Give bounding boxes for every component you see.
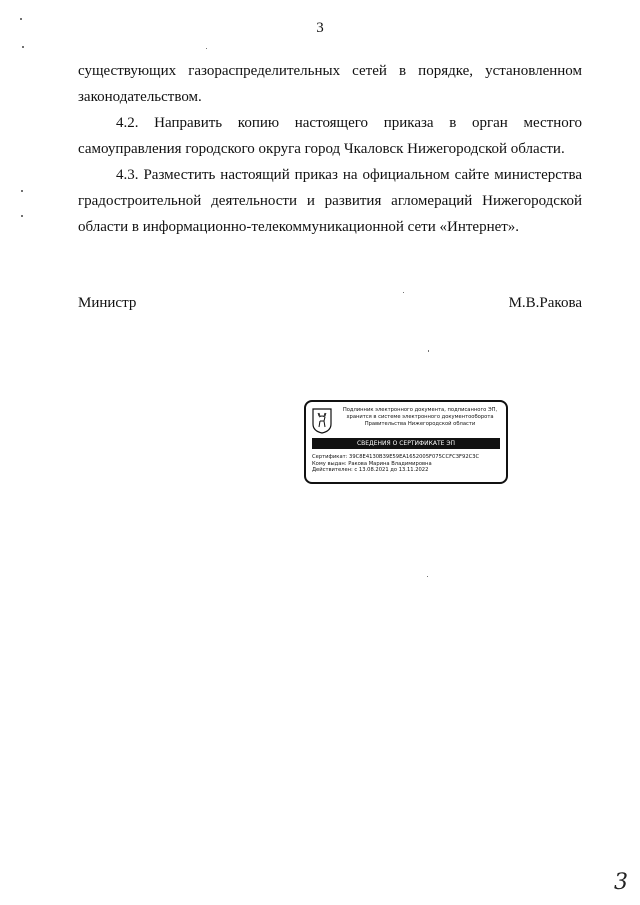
handwritten-page-number: 3 [614,870,628,895]
scan-speck [22,46,24,48]
paragraph-4-3: 4.3. Разместить настоящий приказ на официальном сайте министерства градостроительной деятельности и развития агломераций Нижегородской области в информационно-телекоммуникационной сети «Интернет». [78,167,582,235]
paragraph-continuation: существующих газораспределительных сетей в порядке, установленном законодательством. [78,63,582,105]
scan-speck [21,190,23,192]
stamp-description: Подлинник электронного документа, подписанного ЭП, хранится в системе электронного документооборота Правительства Нижегородской области [342,407,498,427]
stamp-details [312,454,504,474]
scan-speck [428,350,429,352]
paragraph-4-2: 4.2. Направить копию настоящего приказа в орган местного самоуправления городского округа город Чкаловск Нижегородской области. [78,115,582,157]
scan-speck [403,292,404,293]
signature-block [78,290,582,316]
certificate-owner: Кому выдан: Ракова Марина Владимировна [312,460,432,467]
stamp-header: СВЕДЕНИЯ О СЕРТИФИКАТЕ ЭП [312,438,500,449]
certificate-validity: Действителен: с 13.08.2021 до 13.11.2022 [312,467,429,474]
certificate-number: Сертификат: 39C8E4130B39E59EA1652005F075CCFC3F92C3C [312,454,480,460]
signatory-name: М.В.Ракова [508,295,582,311]
deer-emblem-icon [312,408,332,434]
scan-speck [20,18,22,20]
scan-speck [427,576,428,577]
signatory-position: Министр [78,295,137,311]
page-number: 3 [316,20,324,36]
scan-speck [206,48,207,49]
electronic-signature-stamp [304,400,508,484]
scan-speck [21,215,23,217]
